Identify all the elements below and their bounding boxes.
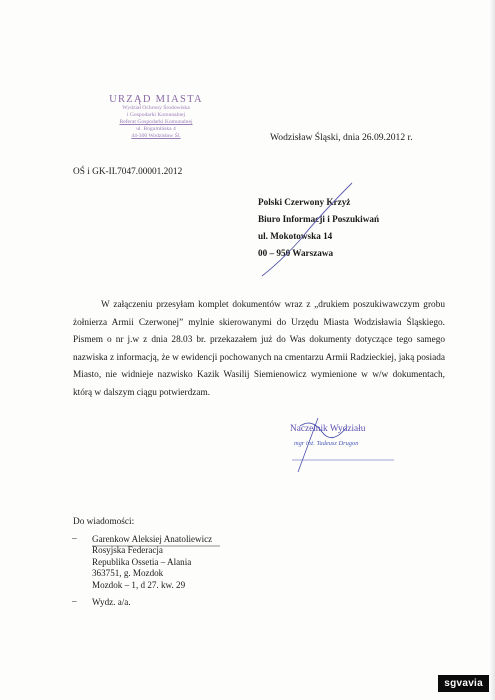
cc-recipient-line: Rosyjska Federacja — [92, 545, 163, 556]
stamp-line: Wydział Ochrony Środowiska — [122, 105, 190, 111]
signature-title: Naczelnik Wydziału — [290, 424, 366, 434]
addressee-line: Biuro Informacji i Poszukiwań — [258, 214, 380, 224]
stamp-line: Referat Gospodarki Komunalnej — [119, 119, 193, 125]
cc-recipient-line: 363751, g. Mozdok — [92, 568, 164, 579]
body-paragraph: W załączeniu przesyłam komplet dokumentów wraz z „drukiem poszukiwawczym grobu żołnierza Armii Czerwonej” mylnie skierowanymi do Urzędu Miasta Wodzisławia Śląskiego. Pismem o nr j.w z dnia 28.03 br. przekazałem już do Was dokumenty dotyczące tego samego nazwiska z informacją, że w ewidencji pochowanych na cmentarzu Armii Radzieckiej, jaką posiada Miasto, nie widnieje nazwisko Kazik Wasilij Siemienowicz wymienione w w/w dokumentach, którą w dalszym ciągu potwierdzam. — [73, 300, 445, 398]
addressee-line: Polski Czerwony Krzyż — [258, 197, 351, 207]
signature-stroke — [298, 418, 318, 472]
watermark-badge: sgvavia — [438, 675, 489, 692]
cc-bullet: – — [72, 597, 77, 607]
signature-name: mgr inż. Tadeusz Drugon — [294, 440, 359, 447]
reference-number: OŚ i GK-II.7047.00001.2012 — [73, 167, 183, 177]
cc-item: Wydz. a/a. — [92, 597, 131, 607]
cc-heading: Do wiadomości: — [73, 517, 135, 527]
cc-recipient-line: Garenkow Aleksiej Anatoliewicz — [92, 534, 213, 544]
pen-stroke — [262, 183, 352, 276]
signature-flourish — [300, 423, 346, 438]
cc-recipient-line: Mozdok – 1, d 27. kw. 29 — [92, 579, 186, 590]
cc-bullet: – — [72, 534, 77, 544]
stamp-line: 44-300 Wodzisław Śl. — [131, 133, 181, 139]
stamp-title: URZĄD MIASTA — [109, 94, 203, 105]
stamp-line: i Gospodarki Komunalnej — [126, 112, 186, 118]
addressee-line: 00 – 950 Warszawa — [258, 248, 334, 258]
stamp-line: ul. Bogumińska 4 — [136, 126, 176, 132]
place-and-date: Wodzisław Śląski, dnia 26.09.2012 r. — [270, 132, 413, 143]
addressee-line: ul. Mokotowska 14 — [258, 231, 333, 241]
cc-recipient-line: Republika Ossetia – Alania — [92, 556, 192, 567]
